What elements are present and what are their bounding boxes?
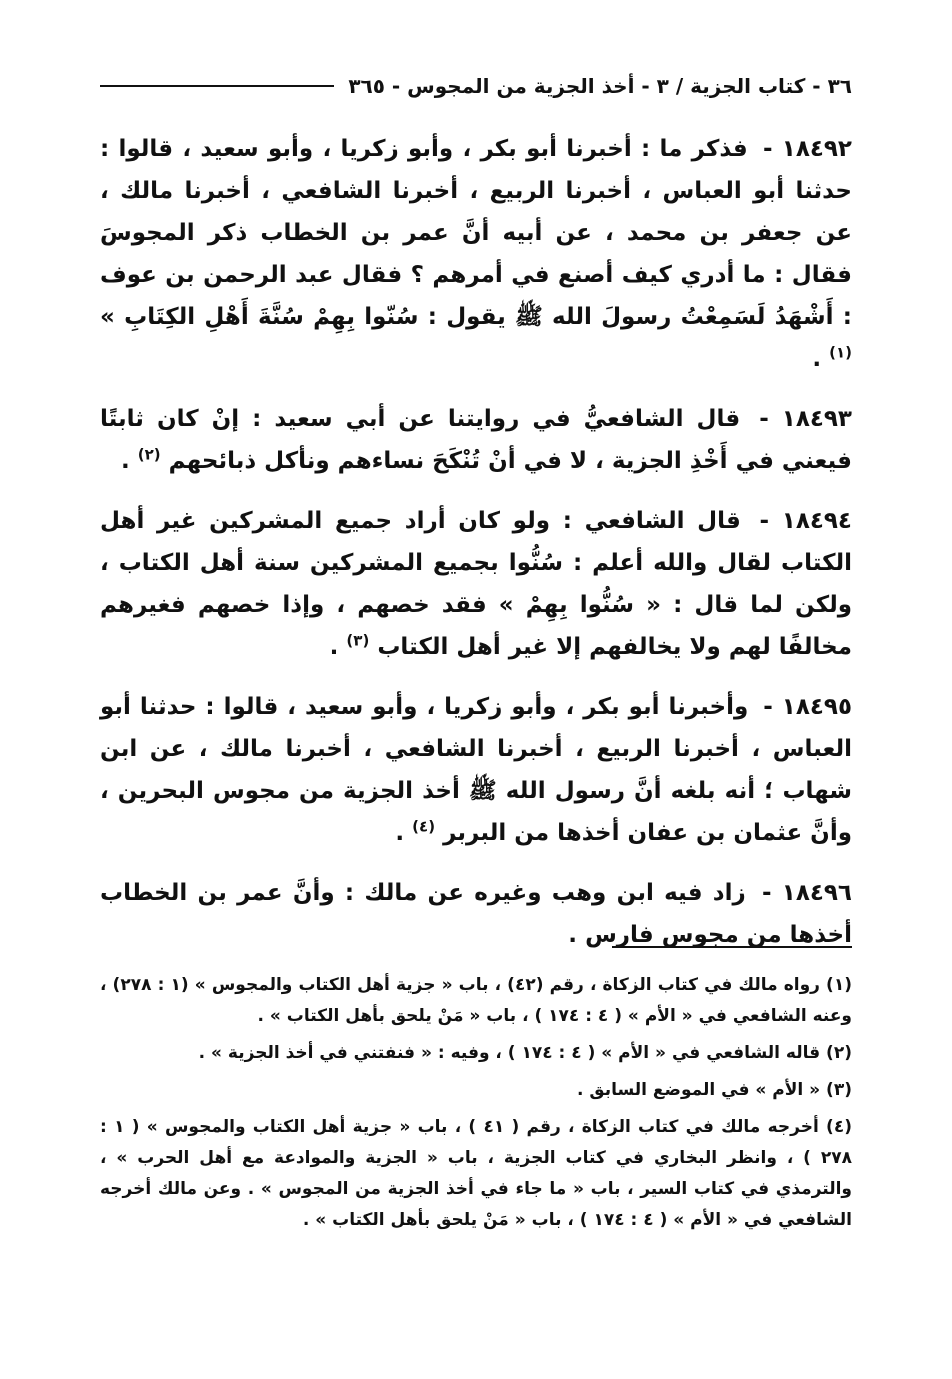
hadith-paragraph — [100, 500, 852, 668]
footnote-ref: (٢) — [137, 445, 161, 464]
hadith-paragraph — [100, 686, 852, 854]
hadith-text: زاد فيه ابن وهب وغيره عن مالك : وأنَّ عمر بن الخطاب أخذها من مجوس فارس — [100, 880, 852, 948]
hadith-paragraph — [100, 398, 852, 482]
hadith-text: وأخبرنا أبو بكر ، وأبو زكريا ، وأبو سعيد ، قالوا : حدثنا أبو العباس ، أخبرنا الربيع ، أخبرنا الشافعي ، أخبرنا مالك ، عن ابن شهاب ؛ أنه بلغه أنَّ رسول الله ﷺ أخذ الجزية من مجوس البحرين ، وأنَّ عثمان بن عفان أخذها من البربر — [100, 694, 852, 846]
footnotes — [100, 970, 852, 1242]
hadith-text: فذكر ما : أخبرنا أبو بكر ، وأبو زكريا ، وأبو سعيد ، قالوا : حدثنا أبو العباس ، أخبرنا الربيع ، أخبرنا الشافعي ، أخبرنا مالك ، عن جعفر بن محمد ، عن أبيه أنَّ عمر بن الخطاب ذكر المجوسَ فقال : ما أدري كيف أصنع في أمرهم ؟ فقال عبد الرحمن بن عوف : أَشْهَدُ لَسَمِعْتُ رسولَ الله ﷺ يقول : سُنّوا بِهِمْ سُنَّةَ أَهْلِ الكِتَابِ » — [100, 136, 852, 330]
header-rule — [100, 85, 334, 87]
hadith-paragraph — [100, 872, 852, 956]
hadith-end: . — [568, 922, 578, 948]
footnote: (١) رواه مالك في كتاب الزكاة ، رقم (٤٢) ، باب « جزية أهل الكتاب والمجوس » (١ : ٢٧٨) ، وعنه الشافعي في « الأم » ( ٤ : ١٧٤ ) ، باب « مَنْ يلحق بأهل الكتاب » . — [100, 975, 852, 1026]
hadith-paragraph — [100, 128, 852, 380]
hadith-text: قال الشافعي : ولو كان أراد جميع المشركين غير أهل الكتاب لقال والله أعلم : سُنُّوا بجميع المشركين سنة أهل الكتاب ، ولكن لما قال : « سُنُّوا بِهِمْ » فقد خصهم ، وإذا خصهم فغيرهم مخالفًا لهم ولا يخالفهم إلا غير أهل الكتاب — [100, 508, 852, 660]
running-header-title: ٣٦ - كتاب الجزية / ٣ - أخذ الجزية من المجوس - ٣٦٥ — [348, 74, 852, 98]
footnote-divider — [612, 946, 852, 948]
hadith-number: ١٨٤٩٤ - — [759, 508, 852, 534]
running-header — [100, 66, 852, 106]
hadith-end: . — [329, 634, 339, 660]
footnote: (٢) قاله الشافعي في « الأم » ( ٤ : ١٧٤ ) ، وفيه : « فنفتني في أخذ الجزية » . — [198, 1043, 852, 1063]
hadith-number: ١٨٤٩٥ - — [763, 694, 852, 720]
footnote: (٤) أخرجه مالك في كتاب الزكاة ، رقم ( ٤١ ) ، باب « جزية أهل الكتاب والمجوس » ( ١ : ٢٧٨ ) ، وانظر البخاري في كتاب الجزية ، باب « الجزية والموادعة مع أهل الحرب » ، والترمذي في كتاب السير ، باب « ما جاء في أخذ الجزية من المجوس » . وعن مالك أخرجه الشافعي في « الأم » ( ٤ : ١٧٤ ) ، باب « مَنْ يلحق بأهل الكتاب » . — [100, 1117, 852, 1230]
hadith-number: ١٨٤٩٣ - — [759, 406, 852, 432]
hadith-number: ١٨٤٩٢ - — [762, 136, 852, 162]
main-text — [100, 128, 852, 974]
hadith-end: . — [121, 448, 130, 474]
footnote-ref: (١) — [829, 343, 852, 362]
hadith-end: . — [812, 346, 822, 372]
hadith-number: ١٨٤٩٦ - — [761, 880, 852, 906]
footnote-ref: (٣) — [346, 631, 370, 650]
book-page — [100, 60, 852, 1320]
footnote: (٣) « الأم » في الموضع السابق . — [577, 1080, 852, 1100]
footnote-ref: (٤) — [412, 817, 436, 836]
hadith-end: . — [395, 820, 405, 846]
hadith-text: قال الشافعيُّ في روايتنا عن أبي سعيد : إنْ كان ثابتًا فيعني في أَخْذِ الجزية ، لا في أنْ تُنْكَحَ نساءهم ونأكل ذبائحهم — [100, 406, 852, 474]
